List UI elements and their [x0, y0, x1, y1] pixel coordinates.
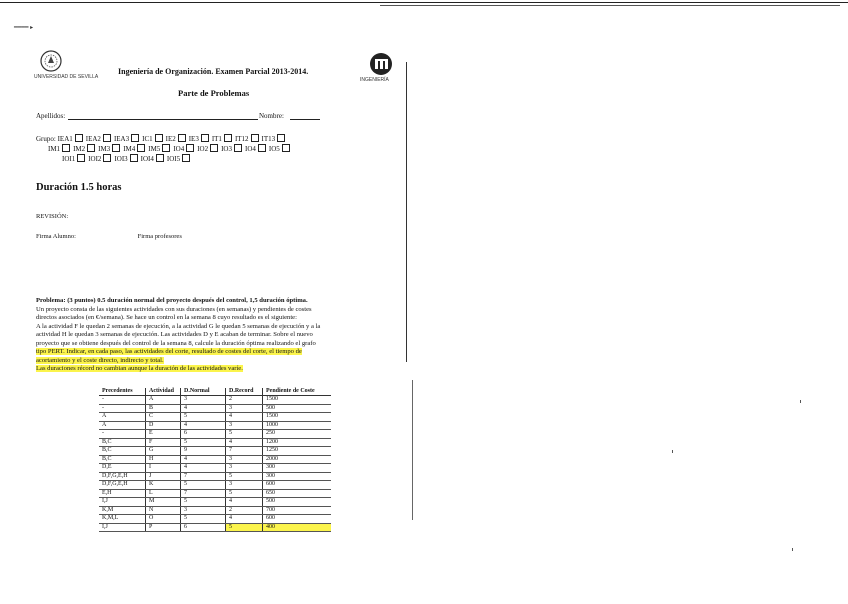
group-code: IM3: [98, 145, 111, 153]
group-option: [197, 145, 218, 153]
table-row: [99, 464, 331, 473]
table-cell: C: [146, 413, 181, 422]
column-header: Actividad: [146, 388, 181, 396]
group-option: [48, 145, 70, 153]
table-cell: K,M,L: [99, 515, 146, 524]
table-cell: 7: [181, 472, 226, 481]
table-cell: 600: [263, 515, 332, 524]
table-row: [99, 506, 331, 515]
group-checkbox[interactable]: [201, 134, 209, 142]
exam-title: Ingeniería de Organización. Examen Parcial 2013-2014.: [118, 67, 309, 76]
groups-row-3: [36, 154, 293, 164]
group-option: [235, 135, 259, 143]
table-row: [99, 396, 331, 405]
group-code: IE2: [165, 135, 176, 143]
table-cell: 2: [226, 396, 263, 405]
right-logo-caption: INGENIERÍA: [360, 77, 389, 83]
highlighted-instruction: tipo PERT. Indicar, en cada paso, las actividades del corte, resultado de costes del corte, el tiempo de: [36, 348, 302, 355]
table-cell: 9: [181, 447, 226, 456]
table-cell: 4: [181, 455, 226, 464]
table-cell: 300: [263, 464, 332, 473]
problem-statement: [36, 297, 406, 374]
table-cell: 4: [181, 421, 226, 430]
group-code: IE3: [188, 135, 199, 143]
group-option: [212, 135, 232, 143]
group-option: [86, 135, 111, 143]
group-code: IM2: [73, 145, 86, 153]
table-cell: P: [146, 523, 181, 532]
group-checkbox[interactable]: [224, 134, 232, 142]
table-cell: 5: [226, 472, 263, 481]
group-code: IEA1: [57, 135, 73, 143]
group-checkbox[interactable]: [77, 154, 85, 162]
groups-row-2: [36, 144, 293, 154]
table-cell: B,C: [99, 447, 146, 456]
group-checkbox[interactable]: [156, 154, 164, 162]
problem-text-line: A la actividad F le quedan 2 semanas de ejecución, a la actividad G le quedan 5 semanas de ejecución y a la: [36, 322, 321, 330]
table-cell: 5: [181, 413, 226, 422]
group-checkbox[interactable]: [178, 134, 186, 142]
group-option: [142, 135, 163, 143]
column-header: D.Record: [226, 388, 263, 396]
table-cell: 4: [181, 464, 226, 473]
table-cell: 6: [181, 523, 226, 532]
group-option: [189, 135, 209, 143]
table-cell: -: [99, 404, 146, 413]
group-code: IM1: [48, 145, 61, 153]
groups-row-1: [36, 134, 293, 144]
group-checkbox[interactable]: [234, 144, 242, 152]
group-code: IEA2: [85, 135, 101, 143]
table-cell: J: [146, 472, 181, 481]
group-checkbox[interactable]: [258, 144, 266, 152]
table-cell: A: [99, 421, 146, 430]
table-cell: K,M: [99, 506, 146, 515]
table-row: [99, 523, 331, 532]
group-checkbox[interactable]: [210, 144, 218, 152]
group-code: IEA3: [113, 135, 130, 143]
table-cell: 700: [263, 506, 332, 515]
scan-speck: [792, 548, 793, 551]
group-code: IM5: [148, 145, 161, 153]
column-header: Precedentes: [99, 388, 146, 396]
group-checkbox[interactable]: [131, 134, 139, 142]
table-cell: 3: [226, 404, 263, 413]
group-checkbox[interactable]: [112, 144, 120, 152]
group-checkbox[interactable]: [62, 144, 70, 152]
group-checkbox[interactable]: [75, 134, 83, 142]
table-cell: 3: [181, 506, 226, 515]
group-option: [114, 135, 139, 143]
column-header: Pendiente de Coste: [263, 388, 332, 396]
table-cell: B,C: [99, 438, 146, 447]
group-selector: [36, 134, 293, 164]
group-code: IO4: [173, 145, 185, 153]
table-row: [99, 455, 331, 464]
table-cell: D,E: [99, 464, 146, 473]
table-row: [99, 413, 331, 422]
problem-text-line: directos asociados (en €/semana). Se hace un control en la semana 8 cuyo resultado es el siguiente:: [36, 314, 297, 321]
table-cell: E: [146, 430, 181, 439]
table-cell: 5: [181, 481, 226, 490]
table-header-row: [99, 388, 331, 396]
revision-label: REVISIÓN:: [36, 213, 69, 220]
table-row: [99, 404, 331, 413]
table-cell: 3: [226, 481, 263, 490]
column-header: D.Normal: [181, 388, 226, 396]
problem-text-line: Un proyecto consta de las siguientes actividades con sus duraciones (en semanas) y pendientes de costes: [36, 305, 312, 313]
group-option: [221, 145, 242, 153]
group-option: [73, 145, 95, 153]
group-checkbox[interactable]: [162, 144, 170, 152]
group-code: IOI5: [166, 155, 181, 163]
table-row: [99, 489, 331, 498]
problem-text-line: proyecto que se obtiene después del control de la semana 8, calcule la duración óptima realizando el grafo: [36, 339, 316, 347]
page-fold-edge: [406, 62, 407, 362]
table-cell: 5: [181, 515, 226, 524]
group-code: IT12: [234, 135, 249, 143]
professor-signature-label: Firma profesores: [137, 233, 182, 240]
left-logo-caption: UNIVERSIDAD DE SEVILLA: [34, 74, 99, 80]
signature-row: [36, 233, 182, 240]
table-cell: 300: [263, 472, 332, 481]
apellidos-field[interactable]: [68, 119, 258, 120]
table-cell: F: [146, 438, 181, 447]
table-row: [99, 498, 331, 507]
group-option: [123, 145, 145, 153]
table-cell: 1200: [263, 438, 332, 447]
table-cell: I,J: [99, 498, 146, 507]
table-cell: 1000: [263, 421, 332, 430]
table-cell: 250: [263, 430, 332, 439]
table-cell: 4: [181, 404, 226, 413]
group-checkbox[interactable]: [155, 134, 163, 142]
group-code: IT1: [211, 135, 222, 143]
group-checkbox[interactable]: [182, 154, 190, 162]
group-option: [98, 145, 120, 153]
group-option: [141, 155, 164, 163]
table-cell: 1500: [263, 413, 332, 422]
group-code: IT13: [261, 135, 276, 143]
table-cell: 5: [181, 438, 226, 447]
problem-text-line: actividad H le quedan 3 semanas de ejecución. Las actividades D y E acaban de terminar. Sobre el nuevo: [36, 331, 313, 338]
group-option: [114, 155, 137, 163]
table-row: [99, 447, 331, 456]
group-checkbox[interactable]: [137, 144, 145, 152]
group-option: [58, 135, 83, 143]
table-cell: O: [146, 515, 181, 524]
nombre-field[interactable]: [290, 119, 320, 120]
group-checkbox[interactable]: [103, 154, 111, 162]
page-fold-edge-lower: [412, 380, 413, 520]
problem-heading: Problema: (3 puntos) 0.5 duración normal del proyecto después del control, 1,5 duración óptima.: [36, 297, 308, 304]
table-cell: 4: [226, 413, 263, 422]
group-option: [245, 145, 266, 153]
group-option: [88, 155, 111, 163]
group-checkbox[interactable]: [130, 154, 138, 162]
table-cell: 3: [181, 396, 226, 405]
table-cell: 5: [226, 430, 263, 439]
group-code: IOI2: [88, 155, 102, 163]
table-cell: 3: [226, 421, 263, 430]
table-cell: 5: [226, 489, 263, 498]
section-title: Parte de Problemas: [178, 88, 250, 98]
scan-corner-mark: ━━━━ ▸: [14, 25, 34, 31]
table-row: [99, 481, 331, 490]
table-cell: 2000: [263, 455, 332, 464]
group-code: IOI1: [62, 155, 76, 163]
apellidos-label: Apellidos:: [36, 112, 66, 120]
group-code: IOI3: [114, 155, 128, 163]
table-cell: 5: [181, 498, 226, 507]
table-cell: 500: [263, 498, 332, 507]
table-cell: 600: [263, 481, 332, 490]
table-cell: E,H: [99, 489, 146, 498]
table-row: [99, 421, 331, 430]
table-cell: 1250: [263, 447, 332, 456]
grupo-label: Grupo:: [36, 135, 56, 143]
table-cell: 1500: [263, 396, 332, 405]
group-checkbox[interactable]: [277, 134, 285, 142]
group-option: [62, 155, 85, 163]
group-option: [269, 145, 290, 153]
highlighted-note: Las duraciones récord no cambian aunque la duración de las actividades varíe.: [36, 365, 243, 372]
group-code: IOI4: [140, 155, 154, 163]
scan-top-border-secondary: [380, 5, 840, 6]
group-code: IM4: [123, 145, 136, 153]
student-signature-label: Firma Alumno:: [36, 233, 76, 240]
activities-table: [99, 388, 331, 532]
group-checkbox[interactable]: [103, 134, 111, 142]
table-cell: 2: [226, 506, 263, 515]
group-option: [173, 145, 194, 153]
group-checkbox[interactable]: [87, 144, 95, 152]
table-cell: 3: [226, 455, 263, 464]
table-cell: B,C: [99, 455, 146, 464]
table-cell: N: [146, 506, 181, 515]
table-cell: 5: [226, 523, 263, 532]
table-cell: A: [99, 413, 146, 422]
table-cell: H: [146, 455, 181, 464]
scan-speck: [672, 450, 673, 453]
table-cell: M: [146, 498, 181, 507]
table-cell: B: [146, 404, 181, 413]
table-cell: 400: [263, 523, 332, 532]
group-code: IO4: [244, 145, 256, 153]
table-cell: L: [146, 489, 181, 498]
table-cell: I,J: [99, 523, 146, 532]
table-row: [99, 430, 331, 439]
group-option: [167, 155, 190, 163]
highlighted-instruction: acortamiento y el coste directo, indirecto y total.: [36, 356, 164, 364]
exam-duration: Duración 1.5 horas: [36, 182, 122, 193]
table-cell: 4: [226, 438, 263, 447]
table-cell: 7: [181, 489, 226, 498]
group-option: [148, 145, 170, 153]
table-cell: 650: [263, 489, 332, 498]
group-option: [166, 135, 186, 143]
group-code: IO5: [268, 145, 280, 153]
table-row: [99, 515, 331, 524]
table-cell: D,F,G,E,H: [99, 481, 146, 490]
table-cell: 4: [226, 515, 263, 524]
table-cell: D: [146, 421, 181, 430]
table-cell: -: [99, 396, 146, 405]
table-cell: K: [146, 481, 181, 490]
university-seal-icon: [38, 48, 64, 74]
table-row: [99, 438, 331, 447]
table-cell: G: [146, 447, 181, 456]
table-row: [99, 472, 331, 481]
nombre-label: Nombre:: [259, 112, 284, 120]
group-checkbox[interactable]: [282, 144, 290, 152]
group-checkbox[interactable]: [186, 144, 194, 152]
table-cell: 3: [226, 464, 263, 473]
group-code: IO3: [221, 145, 232, 153]
table-cell: 6: [181, 430, 226, 439]
scan-top-border: [0, 2, 848, 3]
table-cell: 500: [263, 404, 332, 413]
table-cell: A: [146, 396, 181, 405]
group-option: [262, 135, 286, 143]
table-cell: 7: [226, 447, 263, 456]
table-cell: D,F,G,E,H: [99, 472, 146, 481]
table-cell: 4: [226, 498, 263, 507]
school-logo-icon: [368, 52, 394, 76]
group-code: IO2: [197, 145, 209, 153]
group-checkbox[interactable]: [251, 134, 259, 142]
scan-speck: [800, 400, 801, 403]
group-code: IC1: [142, 135, 153, 143]
table-cell: -: [99, 430, 146, 439]
table-cell: I: [146, 464, 181, 473]
